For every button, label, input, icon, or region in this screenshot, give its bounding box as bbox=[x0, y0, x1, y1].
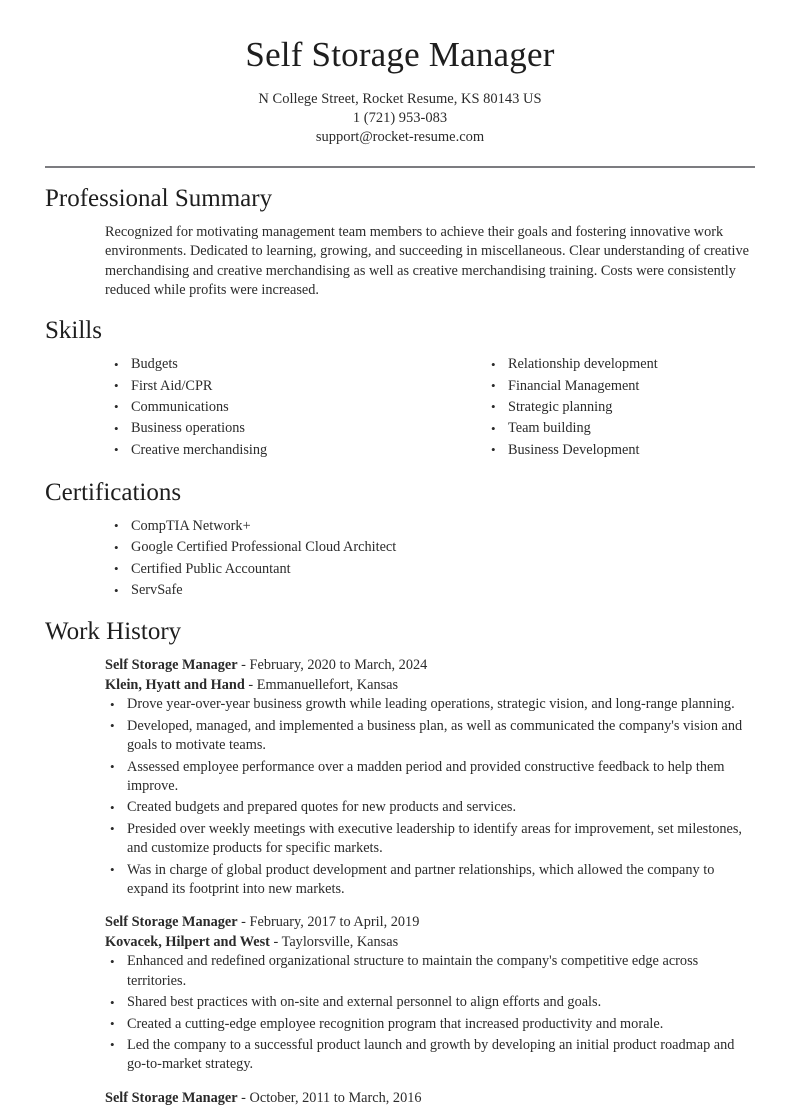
job-company: Kovacek, Hilpert and West bbox=[105, 934, 270, 951]
certifications-list bbox=[109, 517, 755, 601]
summary-body bbox=[45, 223, 755, 301]
skill-item: • Strategic planning bbox=[486, 398, 755, 417]
skills-column-right bbox=[432, 355, 755, 462]
skill-item: • Team building bbox=[486, 419, 755, 438]
job-location: - Emmanuellefort, Kansas bbox=[244, 677, 399, 694]
job-responsibility-item: • Drove year-over-year business growth while leading operations, strategic vision, and long-range planning. bbox=[105, 695, 755, 714]
job-responsibility-item: • Was in charge of global product development and partner relationships, which allowed the company to expand its footprint into new markets. bbox=[105, 861, 755, 900]
skill-item: • First Aid/CPR bbox=[109, 377, 432, 396]
job-responsibility-item: • Presided over weekly meetings with executive leadership to identify areas for improvement, set milestones, and customize products for specific markets. bbox=[105, 820, 755, 859]
job-responsibility-item: • Assessed employee performance over a madden period and provided constructive feedback to help them improve. bbox=[105, 758, 755, 797]
skills-column-left bbox=[109, 355, 432, 462]
section-heading-summary: Professional Summary bbox=[45, 185, 273, 212]
skill-item: • Business Development bbox=[486, 441, 755, 460]
section-certifications bbox=[45, 479, 755, 600]
skill-item: • Budgets bbox=[109, 355, 432, 374]
job-dates: - October, 2011 to March, 2016 bbox=[237, 1089, 422, 1106]
job-title-line bbox=[105, 1088, 755, 1108]
contact-address: N College Street, Rocket Resume, KS 80143 US bbox=[258, 91, 542, 107]
job-responsibility-item: • Created a cutting-edge employee recognition program that increased productivity and morale. bbox=[105, 1015, 755, 1034]
certification-item: • Certified Public Accountant bbox=[109, 560, 755, 579]
header-divider bbox=[45, 166, 755, 168]
job-entry bbox=[105, 655, 755, 899]
page-title: Self Storage Manager bbox=[245, 35, 555, 74]
skill-item: • Financial Management bbox=[486, 377, 755, 396]
section-heading-skills: Skills bbox=[45, 317, 102, 345]
job-entry bbox=[105, 1088, 755, 1108]
certification-item: • CompTIA Network+ bbox=[109, 517, 755, 536]
job-responsibility-item: • Shared best practices with on-site and external personnel to align efforts and goals. bbox=[105, 993, 755, 1012]
job-dates: - February, 2017 to April, 2019 bbox=[237, 914, 420, 931]
job-title: Self Storage Manager bbox=[105, 914, 238, 931]
skills-list-left bbox=[109, 355, 432, 460]
job-company-line bbox=[105, 675, 755, 695]
job-responsibility-item: • Created budgets and prepared quotes for new products and services. bbox=[105, 798, 755, 817]
section-skills bbox=[45, 317, 755, 462]
job-title-line bbox=[105, 655, 755, 675]
job-dates: - February, 2020 to March, 2024 bbox=[237, 657, 428, 674]
job-title: Self Storage Manager bbox=[105, 657, 238, 674]
job-title: Self Storage Manager bbox=[105, 1089, 238, 1106]
skill-item: • Creative merchandising bbox=[109, 441, 432, 460]
section-heading-work-history: Work History bbox=[45, 617, 182, 645]
contact-email: support@rocket-resume.com bbox=[315, 129, 485, 145]
skill-item: • Communications bbox=[109, 398, 432, 417]
certification-item: • Google Certified Professional Cloud Architect bbox=[109, 538, 755, 557]
job-company: Klein, Hyatt and Hand bbox=[105, 677, 245, 694]
skill-item: • Relationship development bbox=[486, 355, 755, 374]
job-responsibility-list bbox=[105, 952, 755, 1074]
skills-columns bbox=[45, 355, 755, 462]
job-title-line bbox=[105, 912, 755, 932]
section-professional-summary bbox=[45, 185, 755, 300]
section-work-history bbox=[45, 618, 755, 1108]
section-heading-certifications: Certifications bbox=[45, 479, 182, 507]
certification-item: • ServSafe bbox=[109, 581, 755, 600]
skill-item: • Business operations bbox=[109, 419, 432, 438]
job-entry bbox=[105, 912, 755, 1074]
skills-list-right bbox=[486, 355, 755, 460]
job-responsibility-item: • Developed, managed, and implemented a business plan, as well as communicated the company's vision and goals to motivate teams. bbox=[105, 717, 755, 756]
job-responsibility-item: • Enhanced and redefined organizational structure to maintain the company's competitive edge across territories. bbox=[105, 952, 755, 991]
job-location: - Taylorsville, Kansas bbox=[269, 934, 399, 951]
summary-text: Recognized for motivating management team members to achieve their goals and fostering innovative work environments. Dedicated to learning, growing, and succeeding in miscellaneous. Clear understanding of creative merchandising and creative merchandising as well as creative merchandising training. Costs were consistently reduced while profits were increased. bbox=[105, 223, 749, 298]
resume-header bbox=[45, 0, 755, 147]
job-responsibility-list bbox=[105, 695, 755, 899]
work-history-list bbox=[45, 655, 755, 1108]
contact-phone: 1 (721) 953-083 bbox=[352, 110, 448, 126]
job-responsibility-item: • Led the company to a successful product launch and growth by developing an initial product roadmap and go-to-market strategy. bbox=[105, 1036, 755, 1075]
job-company-line bbox=[105, 932, 755, 952]
certifications-body bbox=[45, 517, 755, 601]
